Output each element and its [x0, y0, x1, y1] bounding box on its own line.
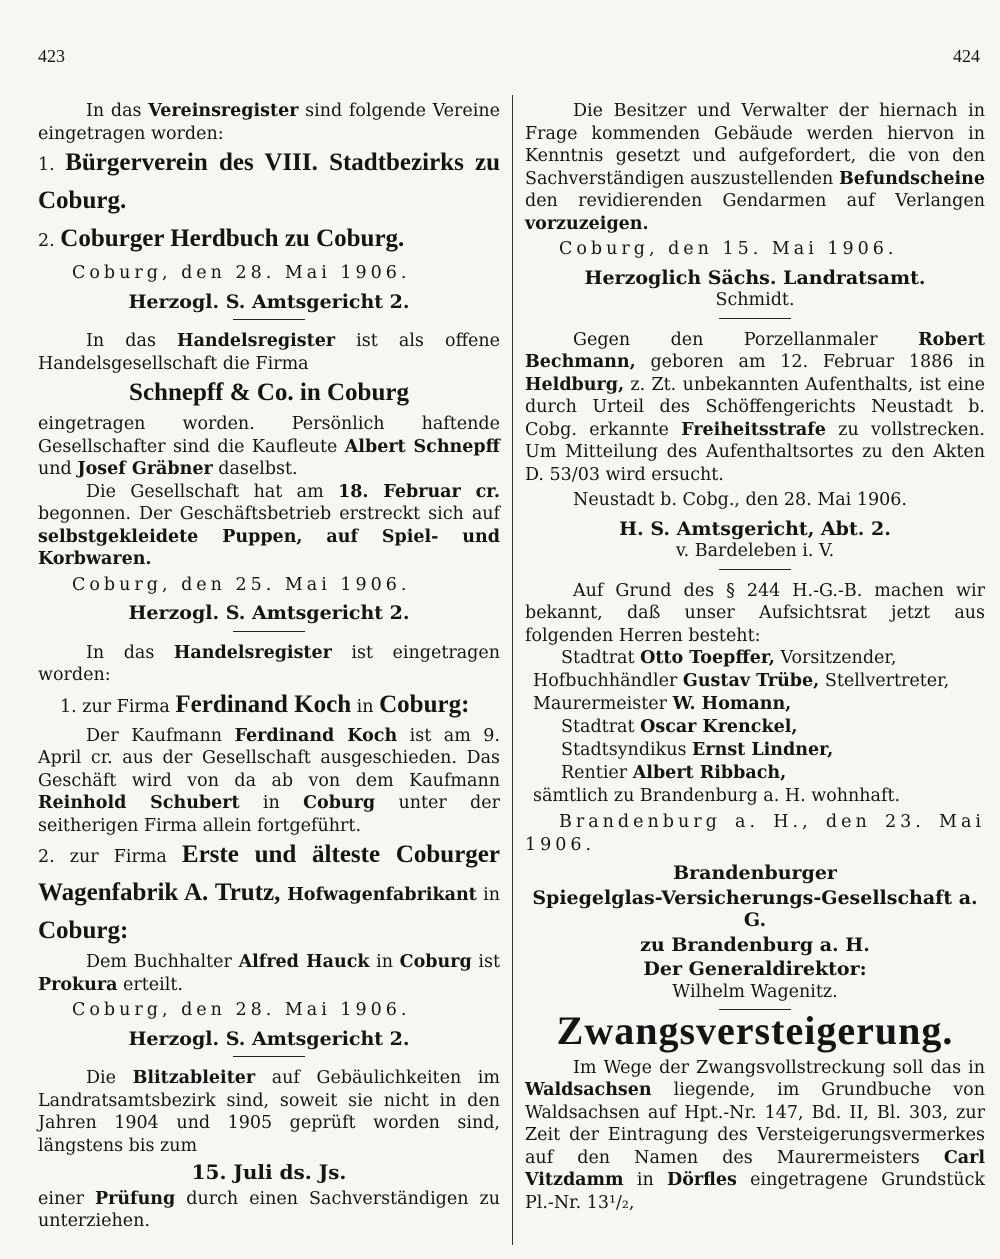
notice-zwangsversteigerung: [525, 1008, 985, 1214]
notice-body: Im Wege der Zwangsvollstreckung soll das in Waldsachsen liegende, im Grundbuche von Waldsachsen auf Hpt.-Nr. 147, Bd. II, Bl. 303, zur Zeit der Eintragung des Versteigerungsvermerkes auf den Namen des Maurermeisters Carl Vitzdamm in Dörfles eingetragene Grundstück Pl.-Nr. 13¹/₂,: [525, 1057, 985, 1213]
notice-signatory: Wilhelm Wagenitz.: [672, 981, 838, 1002]
notice-blitzableiter: [38, 1067, 500, 1233]
deadline: 15. Juli ds. Js.: [191, 1160, 347, 1184]
notice-schoeffengericht: [525, 329, 985, 570]
notice-signatory: v. Bardeleben i. V.: [675, 541, 835, 561]
company-name: Brandenburger: [673, 862, 837, 884]
notice-body: Dem Buchhalter Alfred Hauck in Coburg ist Prokura erteilt.: [38, 952, 500, 995]
notice-signature: Herzogl. S. Amtsgericht 2.: [128, 1027, 410, 1050]
notice-body: Gegen den Porzellanmaler Robert Bechmann, geboren am 12. Februar 1886 in Heldburg, z. Zt. unbekannten Aufenthalts, ist eine durch Urteil des Schöffengerichts Neustadt b. Cobg. erkannte Freiheitsstrafe zu vollstrecken. Um Mitteilung des Aufenthaltsortes zu den Akten D. 53/03 wird ersucht.: [525, 329, 985, 485]
notice-date: Brandenburg a. H., den 23. Mai 1906.: [525, 812, 985, 855]
list-item: Stadtsyndikus Ernst Lindner,: [561, 740, 834, 760]
page-number-left: 423: [38, 46, 65, 66]
notice-landratsamt: [525, 100, 985, 319]
notice-date: Coburg, den 25. Mai 1906.: [72, 574, 411, 595]
notice-intro: In das Handelsregister ist eingetragen worden:: [38, 642, 500, 685]
company-name: zu Brandenburg a. H.: [640, 933, 870, 956]
register-entry-2: 2. zur Firma Erste und älteste Coburger Wagenfabrik A. Trutz, Hofwagenfabrikant in Coburg:: [38, 841, 500, 944]
notice-handelsregister-2: [38, 642, 500, 1058]
register-entry-1: 1. zur Firma Ferdinand Koch in Coburg:: [60, 690, 470, 718]
separator-rule: [233, 1056, 305, 1057]
notice-vereinsregister: [38, 100, 500, 320]
notice-signature: Herzoglich Sächs. Landratsamt.: [584, 266, 926, 289]
notice-intro: In das Handelsregister ist als offene Handelsgesellschaft die Firma: [38, 331, 500, 374]
column-divider: [512, 95, 513, 1245]
notice-signature: Herzogl. S. Amtsgericht 2.: [128, 290, 410, 313]
list-item: sämtlich zu Brandenburg a. H. wohnhaft.: [533, 786, 901, 806]
notice-signature: H. S. Amtsgericht, Abt. 2.: [619, 517, 891, 540]
notice-body: einer Prüfung durch einen Sachverständigen zu unterziehen.: [38, 1188, 500, 1231]
notice-date: Coburg, den 28. Mai 1906.: [72, 1000, 411, 1020]
right-column: [525, 100, 985, 1224]
list-item: Rentier Albert Ribbach,: [561, 763, 787, 783]
list-item: Maurermeister W. Homann,: [533, 694, 792, 714]
separator-rule: [233, 319, 305, 320]
notice-body: Die Besitzer und Verwalter der hiernach in Frage kommenden Gebäude werden hiervon in Kenntnis gesetzt und aufgefordert, die von den Sachverständigen auszustellenden Befundscheine den revidierenden Gendarmen auf Verlangen vorzuzeigen.: [525, 101, 985, 234]
notice-date: Coburg, den 15. Mai 1906.: [559, 239, 898, 259]
notice-signatory: Schmidt.: [715, 290, 795, 310]
firm-name: Schnepff & Co. in Coburg: [129, 379, 409, 406]
register-entry-2: 2. Coburger Herdbuch zu Coburg.: [38, 225, 405, 252]
page-number-right: 424: [953, 46, 980, 66]
separator-rule: [233, 631, 305, 632]
separator-rule: [719, 569, 791, 570]
notice-handelsregister-1: [38, 330, 500, 632]
notice-intro: In das Vereinsregister sind folgende Vereine eingetragen worden:: [38, 101, 500, 144]
notice-signature: Herzogl. S. Amtsgericht 2.: [128, 602, 410, 624]
notice-body: Die Blitzableiter auf Gebäulichkeiten im Landratsamtsbezirk sind, soweit sie nicht in den Jahren 1904 und 1905 geprüft worden sind, längstens bis zum: [38, 1068, 500, 1156]
notice-role: Der Generaldirektor:: [643, 958, 867, 980]
list-item: Stadtrat Oscar Krenckel,: [561, 717, 798, 737]
notice-intro: Auf Grund des § 244 H.-G.-B. machen wir bekannt, daß unser Aufsichtsrat jetzt aus folgenden Herren besteht:: [525, 580, 985, 646]
board-member-list: [525, 647, 985, 808]
left-column: [38, 100, 500, 1243]
list-item: Stadtrat Otto Toepffer, Vorsitzender,: [561, 648, 897, 668]
register-entry-1: 1. Bürgerverein des VIII. Stadtbezirks zu Coburg.: [38, 149, 500, 214]
notice-date: Neustadt b. Cobg., den 28. Mai 1906.: [573, 490, 907, 510]
notice-aufsichtsrat: [525, 580, 985, 1011]
separator-rule: [719, 318, 791, 319]
notice-body: Der Kaufmann Ferdinand Koch ist am 9. April cr. aus der Gesellschaft ausgeschieden. Das Geschäft wird von da ab von dem Kaufmann Reinhold Schubert in Coburg unter der seitherigen Firma allein fortgeführt.: [38, 725, 500, 836]
notice-body: Die Gesellschaft hat am 18. Februar cr. begonnen. Der Geschäftsbetrieb erstreckt sich auf selbstgekleidete Puppen, auf Spiel- und Korbwaren.: [38, 481, 500, 569]
company-name: Spiegelglas-Versicherungs-Gesellschaft a. G.: [532, 886, 978, 931]
list-item: Hofbuchhändler Gustav Trübe, Stellvertreter,: [533, 671, 950, 691]
notice-date: Coburg, den 28. Mai 1906.: [72, 263, 411, 283]
notice-body: eingetragen worden. Persönlich haftende Gesellschafter sind die Kaufleute Albert Schnepff und Josef Gräbner daselbst.: [38, 414, 501, 479]
notice-heading: Zwangsversteigerung.: [556, 1008, 954, 1053]
